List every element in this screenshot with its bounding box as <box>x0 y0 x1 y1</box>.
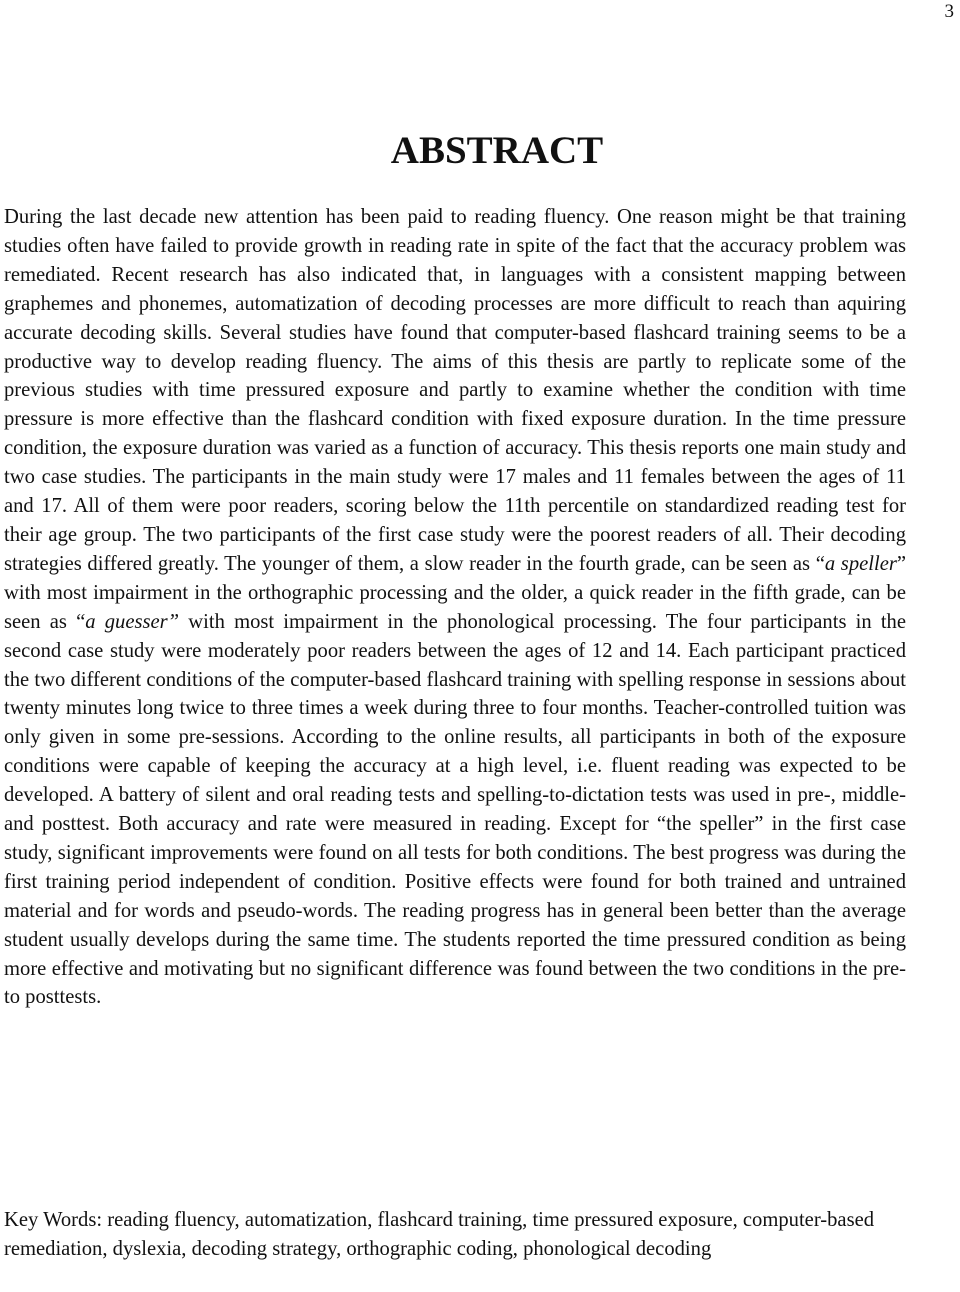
abstract-text-part-3: with most impairment in the phonological processing. The four participants in the second case study were moderately poor readers between the ages of 12 and 14. Each participant practiced the two different conditions of the computer-based flashcard training with spelling response in sessions about twenty minutes long twice to three times a week during three to four months. Teacher-controlled tuition was only given in some pre-sessions. According to the online results, all participants in both of the exposure conditions were capable of keeping the accuracy at a high level, i.e. fluent reading was expected to be developed. A battery of silent and oral reading tests and spelling-to-dictation tests was used in pre-, middle- and posttest. Both accuracy and rate were measured in reading. Except for “the speller” in the first case study, significant improvements were found on all tests for both conditions. The best progress was during the first training period independent of condition. Positive effects were found for both trained and untrained material and for words and pseudo-words. The reading progress has in general been better than the average student usually develops during the same time. The students reported the time pressured condition as being more effective and motivating but no significant difference was found between the two conditions in the pre- to posttests. <box>4 610 906 1009</box>
keywords-paragraph: Key Words: reading fluency, automatization, flashcard training, time pressured exposure, computer-based remediation, dyslexia, decoding strategy, orthographic coding, phonological decoding <box>4 1209 875 1260</box>
page-number: 3 <box>944 1 954 22</box>
abstract-text-part-1: During the last decade new attention has been paid to reading fluency. One reason might be that training studies often have failed to provide growth in reading rate in spite of the fact that the accuracy problem was remediated. Recent research has also indicated that, in languages with a consistent mapping between graphemes and phonemes, automatization of decoding processes are more difficult to reach than aquiring accurate decoding skills. Several studies have found that computer-based flashcard training seems to be a productive way to develop reading fluency. The aims of this thesis are partly to replicate some of the previous studies with time pressured exposure and partly to examine whether the condition with time pressure is more effective than the flashcard condition with fixed exposure duration. In the time pressure condition, the exposure duration was varied as a function of accuracy. This thesis reports one main study and two case studies. The participants in the main study were 17 males and 11 females between the ages of 11 and 17. All of them were poor readers, scoring below the 11th percentile on standardized reading test for their age group. The two participants of the first case study were the poorest readers of all. Their decoding strategies differed greatly. The younger of them, a slow reader in the fourth grade, can be seen as “ <box>4 206 906 575</box>
abstract-paragraph <box>4 203 906 1012</box>
abstract-heading: ABSTRACT <box>390 129 604 172</box>
abstract-text-part-2: ” with most impairment in the orthographic processing and the older, a quick reader in the fifth grade, can be seen as “ <box>4 552 906 633</box>
abstract-italic-speller: a speller <box>824 552 897 575</box>
abstract-italic-guesser: a guesser” <box>85 610 180 633</box>
